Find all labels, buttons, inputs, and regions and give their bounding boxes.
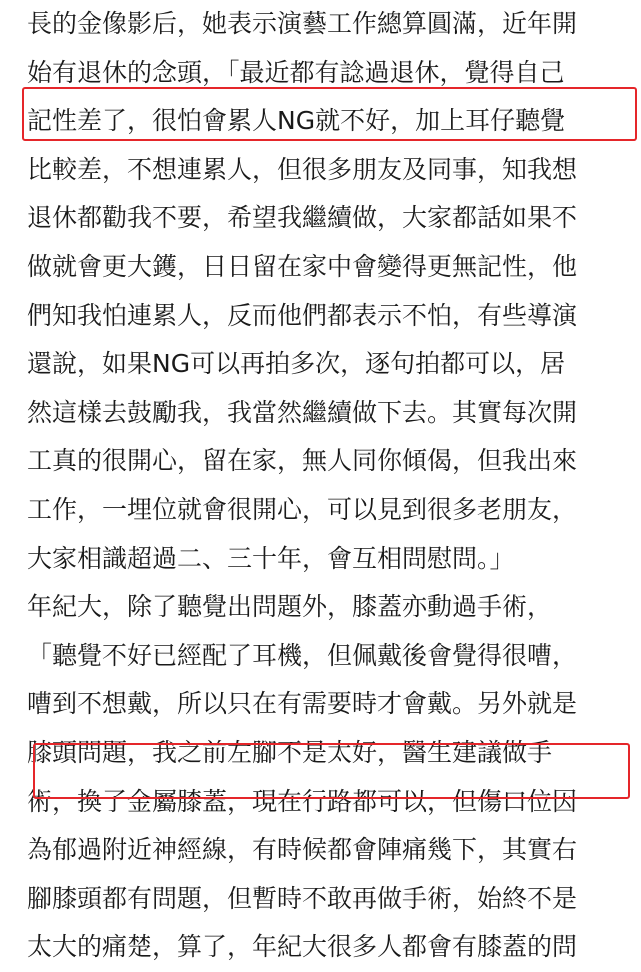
text-line: 做就會更大鑊，日日留在家中會變得更無記性，他 [27,251,578,281]
article-body [27,0,637,972]
text-line: 為郁過附近神經線，有時候都會陣痛幾下，其實右 [27,835,578,865]
text-line: 記性差了，很怕會累人NG就不好，加上耳仔聽覺 [27,106,566,136]
text-line: 年紀大，除了聽覺出問題外，膝蓋亦動過手術， [27,592,553,622]
text-line: 腳膝頭都有問題，但暫時不敢再做手術，始終不是 [27,883,578,913]
text-line: 大家相識超過二、三十年，會互相問慰問。」 [27,543,515,573]
text-line: 然這樣去鼓勵我，我當然繼續做下去。其實每次開 [27,397,578,427]
text-line: 工作，一埋位就會很開心，可以見到很多老朋友， [27,494,578,524]
text-line: 「聽覺不好已經配了耳機，但佩戴後會覺得很嘈， [27,640,578,670]
text-line: 膝頭問題，我之前左腳不是太好，醫生建議做手 [27,737,553,767]
text-line: 還說，如果NG可以再拍多次，逐句拍都可以，居 [27,349,566,379]
text-line: 太大的痛楚，算了，年紀大很多人都會有膝蓋的問 [27,932,578,962]
text-line: 工真的很開心，留在家，無人同你傾偈，但我出來 [27,446,578,476]
text-line: 術，換了金屬膝蓋，現在行路都可以，但傷口位因 [27,786,578,816]
text-line: 長的金像影后，她表示演藝工作總算圓滿，近年開 [27,9,578,38]
text-line: 退休都勸我不要，希望我繼續做，大家都話如果不 [27,203,578,233]
text-line: 嘈到不想戴，所以只在有需要時才會戴。另外就是 [27,689,578,719]
text-line: 始有退休的念頭，「最近都有諗過退休，覺得自己 [27,57,565,87]
text-line: 比較差，不想連累人，但很多朋友及同事，知我想 [27,154,578,184]
text-line: 們知我怕連累人，反而他們都表示不怕，有些導演 [27,300,578,330]
